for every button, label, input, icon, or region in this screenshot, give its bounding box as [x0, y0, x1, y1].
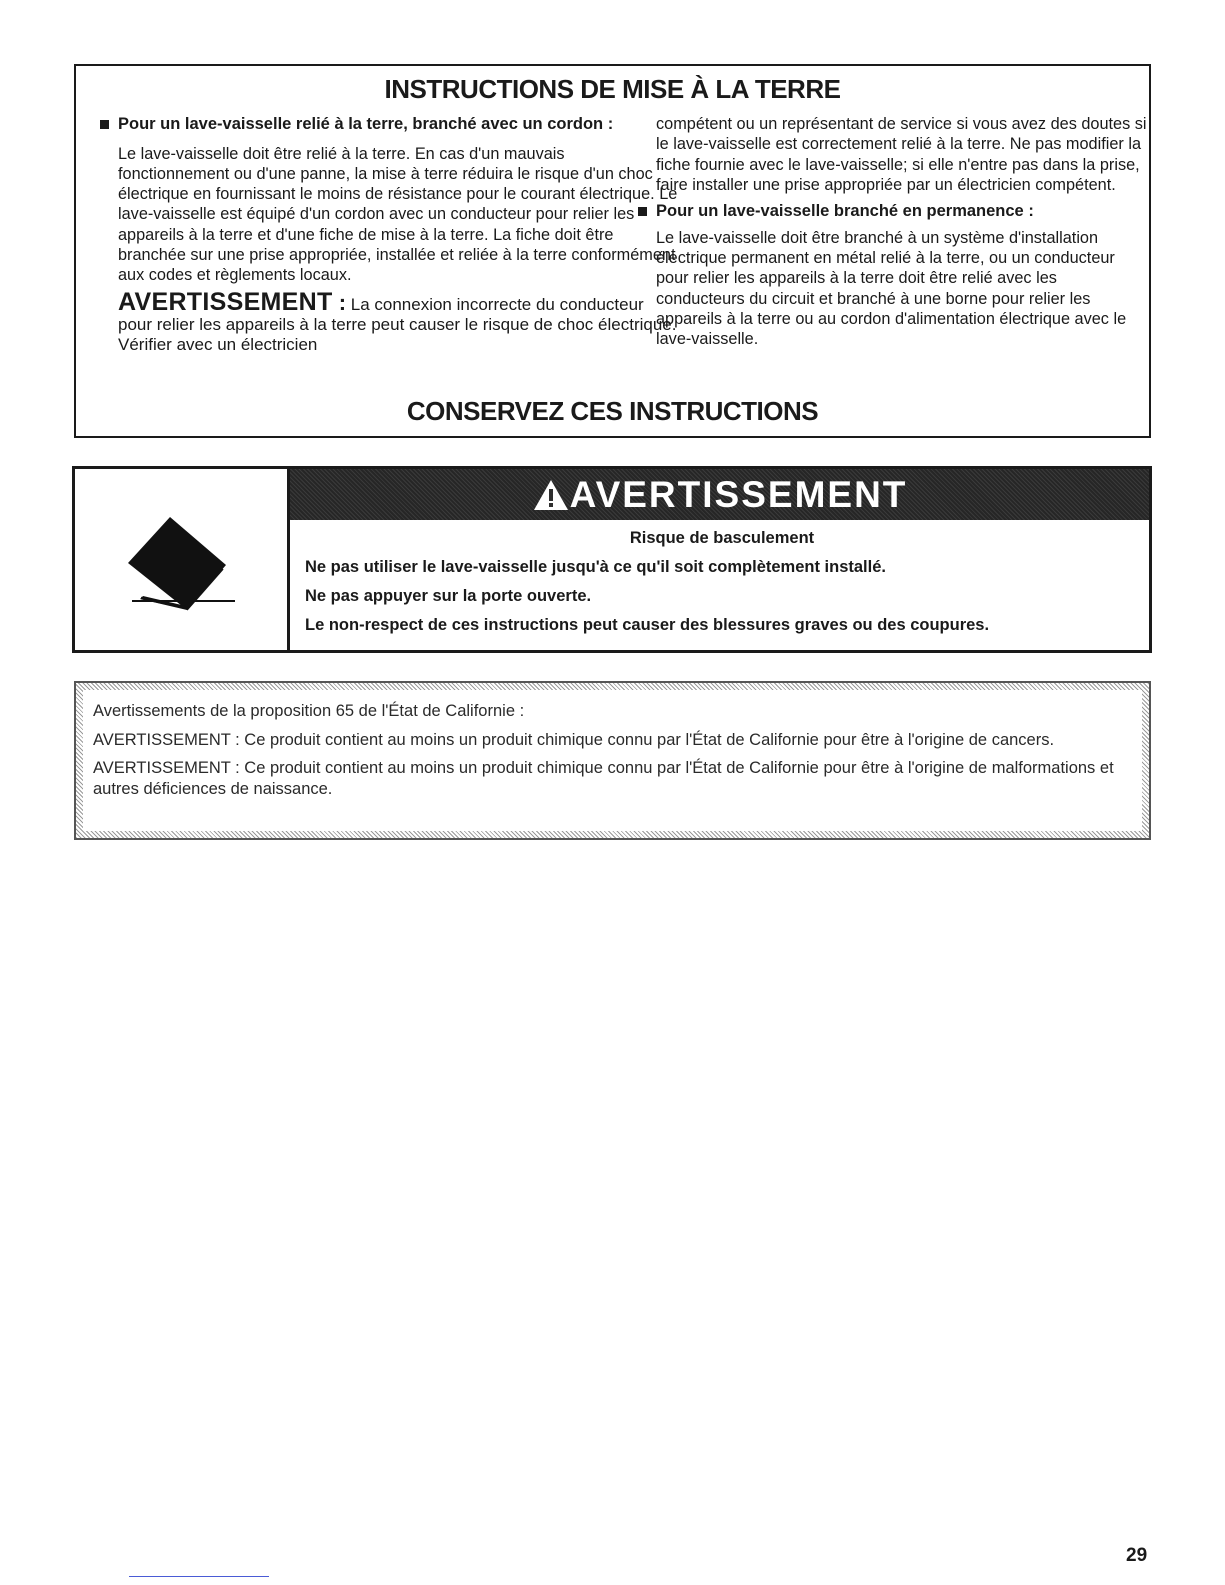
tip-over-warning-box	[72, 466, 1152, 653]
tip-warning-body	[305, 529, 1139, 645]
bullet-square-icon	[100, 120, 109, 129]
tip-warning-line: Ne pas appuyer sur la porte ouverte.	[305, 587, 592, 605]
warning-header-text: AVERTISSEMENT	[569, 473, 908, 515]
warning-triangle-icon	[532, 478, 570, 512]
continuation-paragraph: compétent ou un représentant de service si vous avez des doutes si le lave-vaisselle est correctement relié à la terre. Ne pas modifier la fiche fournie avec le lave-vaisselle; si elle n'entre pas dans la prise, faire installer une prise appropriée par un électricien compétent.	[656, 115, 1147, 194]
tip-icon-cell	[75, 469, 290, 650]
grounding-title: INSTRUCTIONS DE MISE À LA TERRE	[384, 74, 841, 104]
prop65-box	[74, 681, 1151, 840]
tip-warning-line: Le non-respect de ces instructions peut causer des blessures graves ou des coupures.	[305, 616, 990, 634]
bullet-heading-cord	[90, 114, 680, 135]
bullet-square-icon	[638, 207, 647, 216]
warning-colon: :	[332, 289, 347, 315]
tip-over-hazard-icon	[75, 469, 287, 650]
cord-paragraph: Le lave-vaisselle doit être relié à la terre. En cas d'un mauvais fonctionnement ou d'une panne, la mise à terre réduira le risque d'un choc électrique en fournissant le moins de résistance pour le courant électrique. Le lave-vaisselle est équipé d'un cordon avec un conducteur pour relier les appareils à la terre et d'une fiche de mise à la terre. La fiche doit être branchée sur une prise appropriée, installée et reliée à la terre conformément aux codes et règlements locaux.	[118, 144, 678, 285]
warning-header	[290, 469, 1149, 520]
prop65-warning-birth-defects: AVERTISSEMENT : Ce produit contient au moins un produit chimique connu par l'État de Californie pour être à l'origine de malformations et autres déficiences de naissance.	[93, 759, 1114, 798]
warning-word: AVERTISSEMENT	[118, 287, 333, 316]
prop65-heading: Avertissements de la proposition 65 de l'État de Californie :	[93, 702, 525, 720]
grounding-left-column	[90, 114, 680, 355]
prop65-warning-cancer: AVERTISSEMENT : Ce produit contient au moins un produit chimique connu par l'État de Californie pour être à l'origine de cancers.	[93, 730, 1055, 749]
tip-warning-line: Ne pas utiliser le lave-vaisselle jusqu'à ce qu'il soit complètement installé.	[305, 558, 886, 576]
save-instructions-heading: CONSERVEZ CES INSTRUCTIONS	[406, 396, 819, 426]
permanent-paragraph: Le lave-vaisselle doit être branché à un système d'installation électrique permanent en métal relié à la terre, ou un conducteur pour relier les appareils à la terre doit être relié avec les conducteurs du circuit et branché à une borne pour relier les appareils à la terre ou au cordon d'alimentation électrique avec le lave-vaisselle.	[656, 228, 1127, 349]
grounding-instructions-box	[74, 64, 1151, 438]
bullet-heading-cord-text: Pour un lave-vaisselle relié à la terre, branché avec un cordon :	[118, 115, 614, 133]
footer-rule	[129, 1576, 269, 1577]
bullet-heading-permanent-text: Pour un lave-vaisselle branché en permanence :	[656, 202, 1034, 221]
prop65-content	[83, 690, 1142, 831]
page-number: 29	[1126, 1545, 1148, 1566]
grounding-warning	[90, 287, 680, 356]
grounding-right-column	[628, 114, 1148, 349]
warning-text: La connexion incorrecte du conducteur pour relier les appareils à la terre peut causer le risque de choc électrique. Vérifier avec un électricien	[118, 294, 677, 355]
tip-warning-subtitle: Risque de basculement	[629, 529, 815, 547]
bullet-heading-permanent	[628, 201, 1148, 222]
